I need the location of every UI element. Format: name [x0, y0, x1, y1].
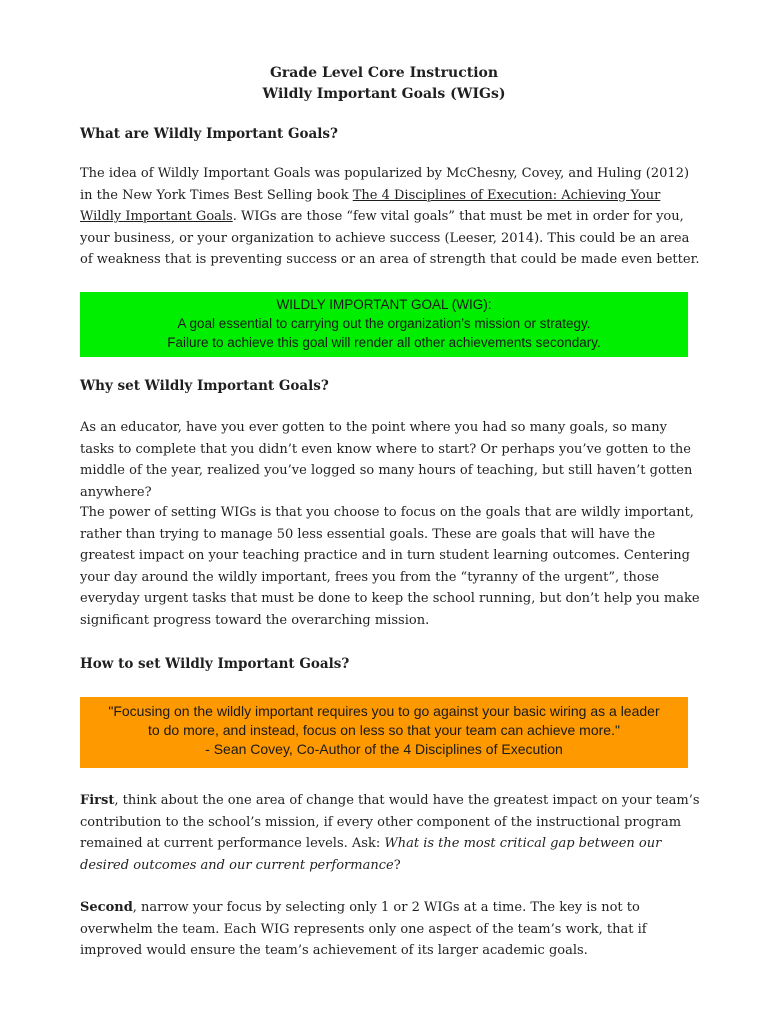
section-heading-why: Why set Wildly Important Goals? [80, 378, 329, 394]
quote-box [80, 697, 688, 768]
definition-line-2: Failure to achieve this goal will render all other achievements secondary. [167, 335, 601, 350]
intro-paragraph [80, 163, 700, 271]
first-label: First [80, 793, 115, 808]
document-subtitle: Wildly Important Goals (WIGs) [262, 86, 506, 102]
quote-line-2: to do more, and instead, focus on less so that your team can achieve more." [148, 722, 620, 738]
first-text: , think about the one area of change that would have the greatest impact on your team’s contribution to the school’s mission, if every other component of the instructional program remained at current performance levels. Ask: [80, 793, 700, 851]
wig-definition-box [80, 292, 688, 357]
why-paragraph-2: The power of setting WIGs is that you choose to focus on the goals that are wildly important, rather than trying to manage 50 less essential goals. These are goals that will have the greatest impact on your teaching practice and in turn student learning outcomes. Centering your day around the wildly important, frees you from the “tyranny of the urgent”, those everyday urgent tasks that must be done to keep the school running, but don’t help you make significant progress toward the overarching mission. [80, 505, 700, 628]
second-text: , narrow your focus by selecting only 1 or 2 WIGs at a time. The key is not to overwhelm the team. Each WIG represents only one aspect of the team’s work, that if improved would ensure the team’s achievement of its larger academic goals. [80, 900, 647, 958]
document-title: Grade Level Core Instruction [269, 65, 499, 81]
why-paragraph-1: As an educator, have you ever gotten to the point where you had so many goals, so many tasks to complete that you didn’t even know where to start? Or perhaps you’ve gotten to the middle of the year, realized you’ve logged so many hours of teaching, but still haven’t gotten anywhere? [80, 420, 693, 500]
book-title: The 4 Disciplines of Execution: Achieving Your Wildly Important Goals [80, 187, 661, 224]
quote-line-1: "Focusing on the wildly important requires you to go against your basic wiring as a leader [108, 703, 660, 719]
section-heading-what: What are Wildly Important Goals? [80, 126, 338, 142]
second-step-paragraph [80, 897, 700, 962]
definition-line-1: A goal essential to carrying out the organization’s mission or strategy. [177, 316, 591, 331]
first-step-paragraph [80, 790, 700, 876]
section-heading-how: How to set Wildly Important Goals? [80, 656, 350, 672]
intro-text-end: . WIGs are those “few vital goals” that must be met in order for you, your business, or your organization to achieve success (Leeser, 2014). This could be an area of weakness that is preventing success or an area of strength that could be made even better. [80, 209, 700, 267]
first-end: ? [393, 857, 401, 873]
first-question: What is the most critical gap between our desired outcomes and our current performance [80, 836, 662, 873]
intro-text-start: The idea of Wildly Important Goals was popularized by McChesny, Covey, and Huling (2012) in the New York Times Best Selling book [80, 166, 690, 203]
definition-heading: WILDLY IMPORTANT GOAL (WIG): [276, 297, 492, 312]
second-label: Second [80, 900, 133, 915]
quote-attribution: - Sean Covey, Co-Author of the 4 Disciplines of Execution [205, 741, 563, 757]
